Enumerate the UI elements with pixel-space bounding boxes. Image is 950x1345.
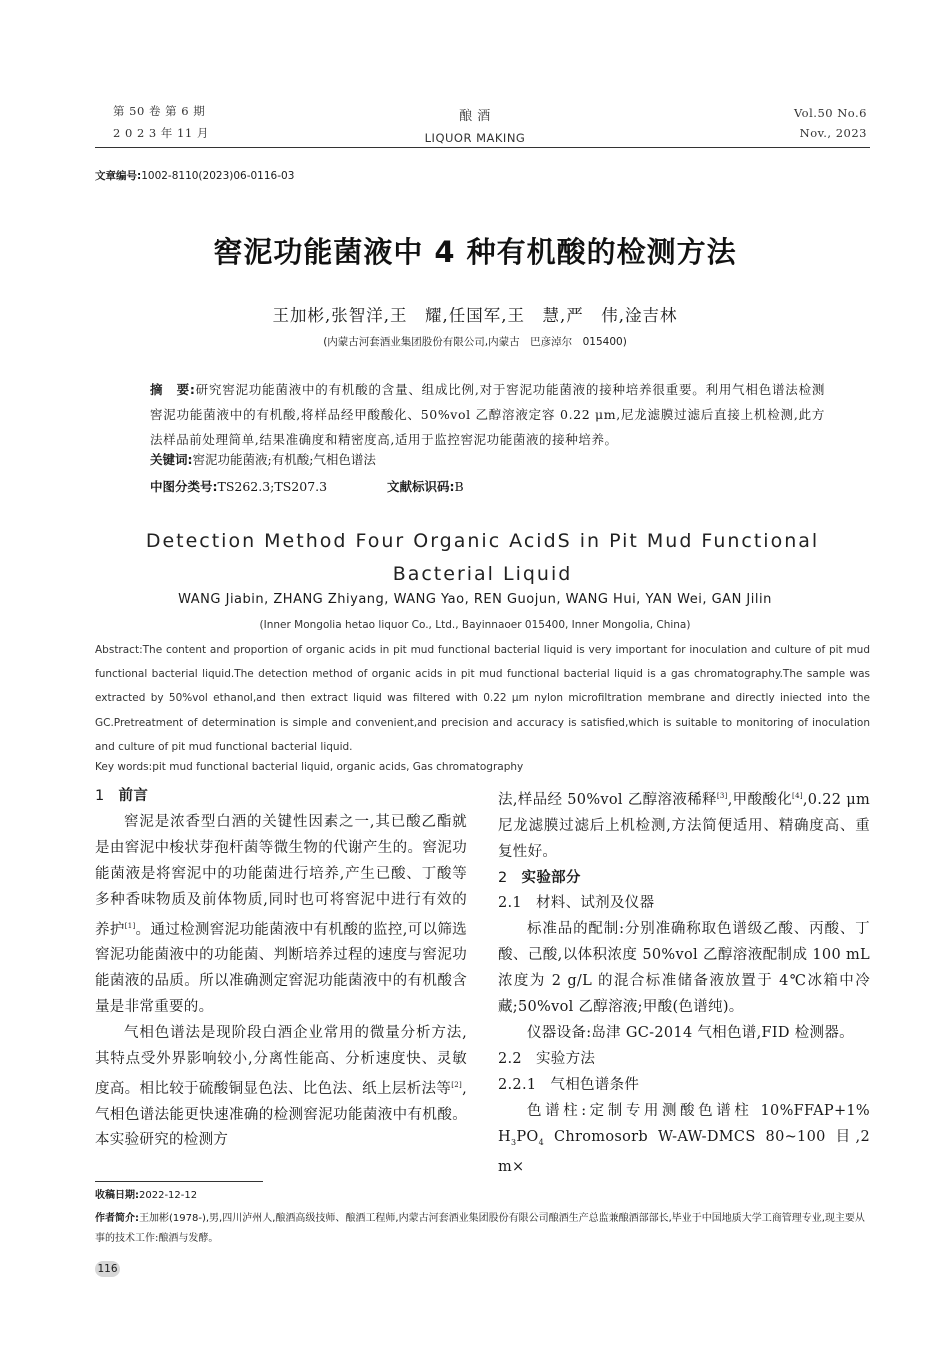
section-2-heading: 2 实验部分 [498,869,581,886]
header-volume-cn: 第 50 卷 第 6 期 [113,104,206,118]
abstract-cn-text: 研究窖泥功能菌液中的有机酸的含量、组成比例,对于窖泥功能菌液的接种培养很重要。利用气相色谱法检测窖泥功能菌液中的有机酸,将样品经甲酸酸化、50%vol 乙醇溶液定容 0.22 μm,尼龙滤膜过滤后直接上机检测,此方法样品前处理简单,结果准确度和精密度高,适用于监控窖泥功能菌液的接种培养。 [150,382,825,447]
paragraph-standards: 标准品的配制:分别准确称取色谱级乙酸、丙酸、丁酸、己酸,以体积浓度 50%vol 乙醇溶液配制成 100 mL 浓度为 2 g/L 的混合标准储备液放置于 4℃冰箱中冷藏;50%vol 乙醇溶液;甲酸(色谱纯)。 [498,921,870,1016]
abstract-cn-label: 摘 要: [150,382,196,397]
page-number: 116 [95,1261,120,1277]
header-volume-en: Vol.50 No.6 [793,106,867,120]
paragraph-instruments: 仪器设备:岛津 GC-2014 气相色谱,FID 检测器。 [527,1024,854,1041]
paragraph-intro-1: 窖泥是浓香型白酒的关键性因素之一,其已酸乙酯就是由窖泥中梭状芽孢杆菌等微生物的代谢产生的。窖泥功能菌液是将窖泥中的功能菌进行培养,产生已酸、丁酸等多种香味物质及前体物质,同时也可将窖泥中进行有效的养护[1]。通过检测窖泥功能菌液中有机酸的监控,可以筛选窖泥功能菌液中的功能菌、判断培养过程的速度与窖泥功能菌液的品质。所以准确测定窖泥功能菌液中的有机酸含量是非常重要的。 [95,813,467,1016]
section-1-heading: 1 前言 [95,788,149,804]
header-rule [95,147,870,148]
paper-title: 窖泥功能菌液中 4 种有机酸的检测方法 [213,235,737,269]
section-2-2-heading: 2.2 实验方法 [498,1050,596,1067]
abstract-en: Abstract:The content and proportion of organic acids in pit mud functional bacterial liquid is very important for inoculation and culture of pit mud functional bacterial liquid.The detection method of organic acids in pit mud functional bacterial liquid is a gas chromatography.The sample was extracted by 50%vol ethanol,and then extract liquid was filtered with 0.22 μm nylon microfiltration membrane and directly iniected into the GC.Pretreatment of determination is simple and convenient,and precision and accuracy is satisfied,which is suitable to monitoring of inoculation and culture of pit mud functional bacterial liquid. [95,644,870,753]
header-date-cn: 2 0 2 3 年 11 月 [113,126,209,140]
paragraph-intro-2: 气相色谱法是现阶段白酒企业常用的微量分析方法,其特点受外界影响较小,分离性能高、分析速度快、灵敏度高。相比较于硫酸铜显色法、比色法、纸上层析法等[2],气相色谱法能更快速准确的检测窖泥功能菌液中有机酸。本实验研究的检测方 [95,1024,467,1149]
section-2-1-heading: 2.1 材料、试剂及仪器 [498,895,655,912]
paragraph-intro-2-cont: 法,样品经 50%vol 乙醇溶液稀释[3],甲酸酸化[4],0.22 μm 尼龙滤膜过滤后上机检测,方法简便适用、精确度高、重复性好。 [498,791,870,860]
classification-number: 中图分类号:TS262.3;TS207.3 [150,479,328,494]
abstract-cn [150,377,825,452]
author-bio: 作者简介:王加彬(1978-),男,四川泸州人,酿酒高级技师、酿酒工程师,内蒙古河套酒业集团股份有限公司酿酒生产总监兼酿酒部部长,毕业于中国地质大学工商管理专业,现主要从事的技术工作:酿酒与发酵。 [95,1213,865,1244]
keywords-en: Key words:pit mud functional bacterial liquid, organic acids, Gas chromatography [95,761,524,773]
footnote-rule [95,1181,263,1182]
document-code: 文献标识码:B [387,479,464,494]
header-journal-en: LIQUOR MAKING [424,131,526,145]
body-right-column [498,784,870,1181]
section-2-2-1-heading: 2.2.1 气相色谱条件 [498,1076,640,1093]
keywords-cn: 关键词:窖泥功能菌液;有机酸;气相色谱法 [150,452,376,467]
article-number: 文章编号:1002-8110(2023)06-0116-03 [95,170,295,182]
affiliation-en: (Inner Mongolia hetao liquor Co., Ltd., Bayinnaoer 015400, Inner Mongolia, China) [259,619,691,631]
paper-title-en: Detection Method Four Organic AcidS in Pit Mud Functional Bacterial Liquid [145,530,820,585]
received-date: 收稿日期:2022-12-12 [95,1190,198,1201]
author-list: 王加彬,张智洋,王 耀,任国军,王 慧,严 伟,淦吉林 [272,306,678,325]
body-left-column [95,784,467,1154]
header-journal-cn: 酿 酒 [459,109,491,124]
affiliation: (内蒙古河套酒业集团股份有限公司,内蒙古 巴彦淖尔 015400) [323,336,627,348]
paragraph-column: 色谱柱:定制专用测酸色谱柱 10%FFAP+1% $H_3PO_4$ Chromosorb W-AW-DMCS 80~100 目,2 m× [498,1102,870,1176]
author-list-en: WANG Jiabin, ZHANG Zhiyang, WANG Yao, REN Guojun, WANG Hui, YAN Wei, GAN Jilin [178,592,772,607]
header-date-en: Nov., 2023 [799,126,867,140]
